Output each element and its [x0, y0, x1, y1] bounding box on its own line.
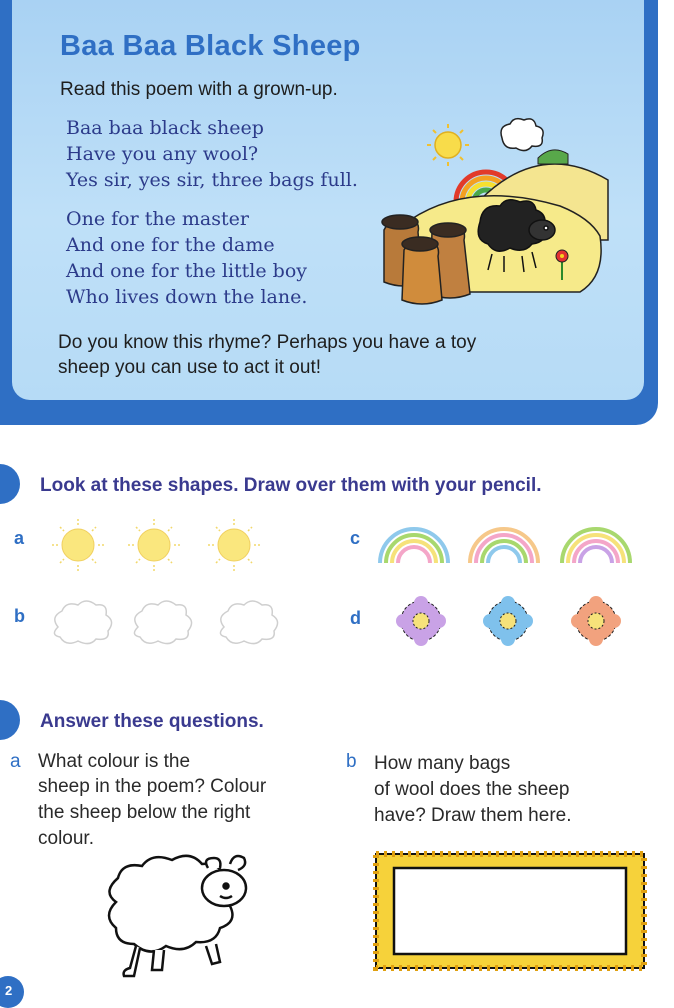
trace-shapes[interactable] — [40, 515, 670, 655]
flower-icon — [396, 596, 446, 646]
activity2-heading: Answer these questions. — [40, 711, 264, 732]
question-b-letter: b — [346, 751, 357, 772]
item-letter-a: a — [14, 528, 25, 548]
sheep-head-icon — [202, 856, 246, 906]
flower-icon — [483, 596, 533, 646]
poem-line: Yes sir, yes sir, three bags full. — [66, 169, 358, 191]
cloud-icon — [134, 601, 191, 644]
flower-icon — [571, 596, 621, 646]
sheep-outline-colouring[interactable] — [96, 850, 266, 980]
poem-line: Have you any wool? — [66, 143, 259, 165]
item-letter-d: d — [350, 608, 361, 628]
poem-line: Who lives down the lane. — [66, 286, 308, 308]
poem-prompt: Do you know this rhyme? Perhaps you have a toy — [58, 332, 477, 353]
poem-prompt: sheep you can use to act it out! — [58, 357, 322, 378]
page-number: 2 — [0, 976, 24, 1008]
poem-line: And one for the little boy — [66, 260, 307, 282]
activity-number-badge — [0, 700, 20, 740]
poem-line: And one for the dame — [66, 234, 275, 256]
question-b-line: have? Draw them here. — [374, 805, 572, 826]
question-a-line: What colour is the — [38, 751, 191, 772]
sun-icon — [128, 519, 180, 571]
rainbow-icon — [380, 529, 448, 563]
question-a-line: the sheep below the right — [38, 802, 251, 823]
cloud-icon — [501, 119, 543, 151]
sun-icon — [52, 519, 104, 571]
question-a-line: sheep in the poem? Colour — [38, 776, 267, 797]
drawing-frame[interactable] — [372, 850, 648, 972]
rainbow-icon — [562, 529, 630, 563]
poem-line: One for the master — [66, 208, 249, 230]
cloud-icon — [54, 601, 111, 644]
question-b-line: of wool does the sheep — [374, 779, 570, 800]
poem-instruction: Read this poem with a grown-up. — [60, 79, 338, 100]
poem-illustration — [370, 110, 610, 320]
question-a-line: colour. — [38, 828, 94, 849]
item-letter-c: c — [350, 528, 361, 548]
poem-title: Baa Baa Black Sheep — [60, 30, 361, 62]
activity-number-badge — [0, 464, 20, 504]
item-letter-b: b — [14, 606, 25, 626]
wool-sack — [402, 237, 442, 304]
cloud-icon — [220, 601, 277, 644]
question-b-line: How many bags — [374, 753, 511, 774]
sun-icon — [427, 124, 469, 166]
green-hill — [538, 150, 568, 164]
poem-line: Baa baa black sheep — [66, 117, 264, 139]
activity1-heading: Look at these shapes. Draw over them with your pencil. — [40, 475, 542, 496]
rainbow-icon — [470, 529, 538, 563]
sun-icon — [208, 519, 260, 571]
question-a-letter: a — [10, 751, 21, 772]
